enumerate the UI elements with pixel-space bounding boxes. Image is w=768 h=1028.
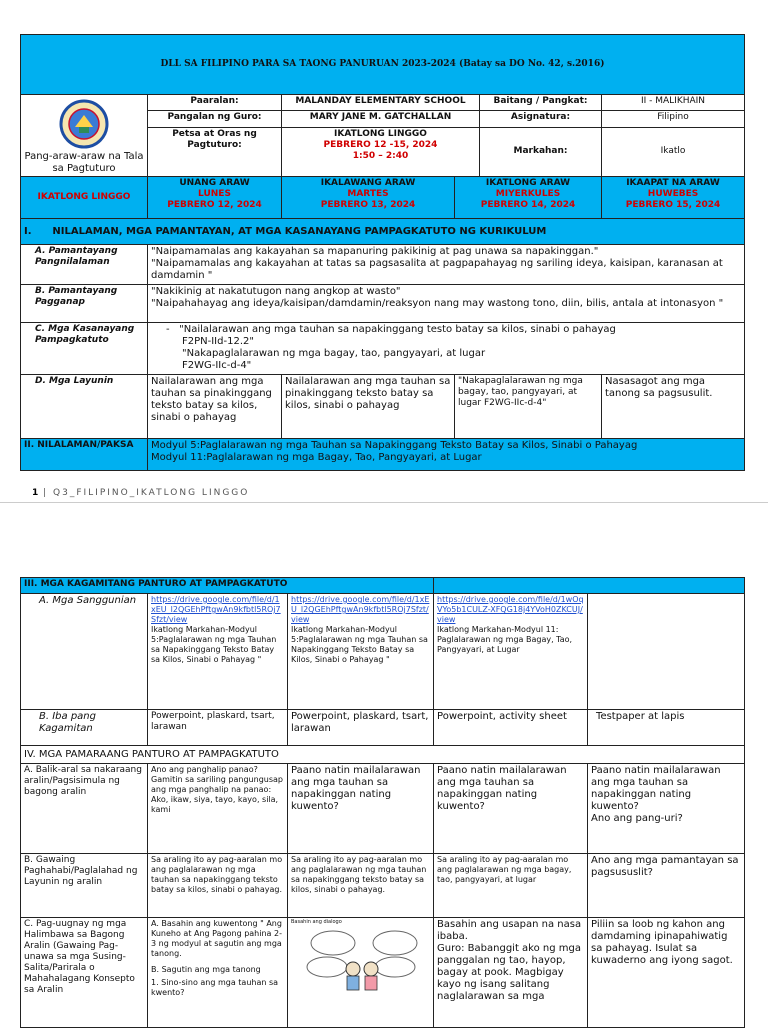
day-2-title: IKALAWANG ARAW bbox=[320, 178, 416, 188]
materials-day-1: Powerpoint, plaskard, tsart, larawan bbox=[148, 710, 288, 746]
purpose-day-2: Sa araling ito ay pag-aaralan mo ang paglalarawan ng mga tauhan sa napakinggang teksto batay sa kilos, sinabi o pahayag. bbox=[288, 854, 434, 918]
example-day-3-a: Basahin ang usapan na nasa ibaba. bbox=[437, 919, 582, 942]
section-2-content bbox=[148, 439, 745, 471]
section-1c-label: C. Mga Kasanayang Pampagkatuto bbox=[21, 323, 148, 375]
day-2-date: PEBRERO 13, 2024 bbox=[320, 200, 416, 210]
purpose-day-4: Ano ang mga pamantayan sa pagsususlit? bbox=[588, 854, 745, 918]
day-2-header bbox=[282, 177, 455, 219]
day-1-title: UNANG ARAW bbox=[179, 178, 250, 188]
section-1b-text-2: "Naipahahayag ang ideya/kaisipan/damdamin/reaksyon nang may wastong tono, diin, bilis, antala at intonasyon " bbox=[151, 298, 724, 309]
reference-link-3[interactable]: https://drive.google.com/file/d/1wOqVYo5b1CULZ-XFQG18j4YVoH0ZKCUJ/view bbox=[437, 595, 584, 624]
section-1b-text-1: "Nakikinig at nakatutugon nang angkop at wasto" bbox=[151, 286, 401, 297]
objective-day-3: "Nakapaglalarawan ng mga bagay, tao, pangyayari, at lugar F2WG-IIc-d-4" bbox=[455, 375, 602, 439]
page-footer: 1 | Q3_FILIPINO_IKATLONG LINGGO bbox=[32, 488, 250, 498]
footer-text: Q3_FILIPINO_IKATLONG LINGGO bbox=[53, 488, 250, 498]
objective-day-1: Nailalarawan ang mga tauhan sa pinakinggang teksto batay sa kilos, sinabi o pahayag bbox=[148, 375, 282, 439]
section-1-heading: I. NILALAMAN, MGA PAMANTAYAN, AT MGA KASANAYANG PAMPAGKATUTO NG KURIKULUM bbox=[21, 219, 745, 245]
reference-link-1[interactable]: https://drive.google.com/file/d/1xEU_l2QGEhPftgwAn9kfbtl5ROj7Sfzt/view bbox=[151, 595, 281, 624]
date-week: IKATLONG LINGGO bbox=[334, 128, 427, 139]
reference-text-3: Ikatlong Markahan-Modyul 11: Paglalarawan ng mga Bagay, Tao, Pangyayari, at Lugar bbox=[437, 625, 573, 654]
teacher-label: Pangalan ng Guro: bbox=[148, 111, 282, 127]
example-day-3 bbox=[434, 918, 588, 1028]
week-label: IKATLONG LINGGO bbox=[21, 177, 148, 219]
materials-day-2: Powerpoint, plaskard, tsart, larawan bbox=[288, 710, 434, 746]
subject-value: Filipino bbox=[602, 111, 745, 127]
section-1d-label: D. Mga Layunin bbox=[21, 375, 148, 439]
reference-text-1: Ikatlong Markahan-Modyul 5:Paglalarawan ng mga Tauhan sa Napakinggang Teksto Batay sa Kilos, Sinabi o Pahayag " bbox=[151, 625, 277, 664]
section-3-heading: III. MGA KAGAMITANG PANTURO AT PAMPAGKATUTO bbox=[21, 578, 434, 594]
section-1a-label: A. Pamantayang Pangnilalaman bbox=[21, 245, 148, 285]
school-seal-logo bbox=[53, 99, 115, 149]
day-1-header bbox=[148, 177, 282, 219]
example-day-1 bbox=[148, 918, 288, 1028]
section-1b-content bbox=[148, 285, 745, 323]
objective-day-2: Nailalarawan ang mga tauhan sa pinakinggang teksto batay sa kilos, sinabi o pahayag bbox=[282, 375, 455, 439]
section-3a-label: A. Mga Sanggunian bbox=[21, 594, 148, 710]
dll-header-table bbox=[20, 34, 745, 471]
dll-procedures-table bbox=[20, 577, 745, 1028]
example-day-1-a: A. Basahin ang kuwentong " Ang Kuneho at Ang Pagong pahina 2-3 ng modyul at sagutin ang mga tanong. bbox=[151, 919, 282, 958]
day-4-day: HUWEBES bbox=[647, 189, 699, 199]
section-1c-text-1-value: "Nailalarawan ang mga tauhan sa napakinggang testo batay sa kilos, sinabi o pahayag bbox=[179, 324, 616, 335]
review-day-2: Paano natin mailalarawan ang mga tauhan sa napakinggan nating kuwento? bbox=[288, 764, 434, 854]
section-1b-label: B. Pamantayang Pagganap bbox=[21, 285, 148, 323]
subject-label: Asignatura: bbox=[480, 111, 602, 127]
quarter-value: Ikatlo bbox=[602, 127, 745, 176]
left-caption: Pang-araw-araw na Tala sa Pagtuturo bbox=[24, 151, 144, 174]
day-3-day: MIYERKULES bbox=[495, 189, 561, 199]
example-day-4: Piliin sa loob ng kahon ang damdaming ipinapahiwatig sa pahayag. Isulat sa kuwaderno ang iyong sagot. bbox=[588, 918, 745, 1028]
grade-value: II - MALIKHAIN bbox=[602, 95, 745, 111]
review-day-1-text: Gamitin sa sariling pangungusap ang mga panghalip na panao: Ako, ikaw, siya, tayo, kayo, sila, kami bbox=[151, 775, 283, 814]
school-logo-cell bbox=[21, 95, 148, 177]
quarter-label: Markahan: bbox=[480, 127, 602, 176]
reference-day-3 bbox=[434, 594, 588, 710]
page-separator bbox=[0, 502, 768, 503]
date-value-cell bbox=[282, 127, 480, 176]
review-day-4 bbox=[588, 764, 745, 854]
school-value: MALANDAY ELEMENTARY SCHOOL bbox=[282, 95, 480, 111]
section-2-label: II. NILALAMAN/PAKSA bbox=[21, 439, 148, 471]
date-label: Petsa at Oras ng Pagtuturo: bbox=[148, 127, 282, 176]
day-4-header bbox=[602, 177, 745, 219]
day-4-title: IKAAPAT NA ARAW bbox=[626, 178, 720, 188]
review-day-4-text: Paano natin mailalarawan ang mga tauhan sa napakinggan nating kuwento? bbox=[591, 765, 721, 812]
section-1a-content bbox=[148, 245, 745, 285]
section-1a-text-2: "Naipamamalas ang kakayahan at tatas sa pagsasalita at pagpapahayag ng sariling ideya, kaisipan, karanasan at damdamin " bbox=[151, 258, 723, 281]
grade-label: Baitang / Pangkat: bbox=[480, 95, 602, 111]
section-1c-code-1: F2PN-IId-12.2" bbox=[182, 336, 254, 347]
review-day-1 bbox=[148, 764, 288, 854]
example-day-3-b: Guro: Babanggit ako ng mga panggalan ng tao, hayop, bagay at pook. Magbigay kayo ng isang salitang naglalarawan sa mga bbox=[437, 943, 581, 1002]
module-5-title: Modyul 5:Paglalarawan ng mga Tauhan sa Napakinggang Teksto Batay sa Kilos, Sinabi o Pahayag bbox=[151, 440, 638, 451]
section-4-heading: IV. MGA PAMARAANG PANTURO AT PAMPAGKATUTO bbox=[21, 746, 745, 764]
reference-day-2 bbox=[288, 594, 434, 710]
section-1c-code-2: F2WG-IIc-d-4" bbox=[182, 360, 252, 371]
day-1-day: LUNES bbox=[198, 189, 231, 199]
review-day-4-question: Ano ang pang-uri? bbox=[591, 813, 683, 824]
module-11-title: Modyul 11:Paglalarawan ng mga Bagay, Tao, Pangyayari, at Lugar bbox=[151, 452, 482, 463]
section-1c-content bbox=[148, 323, 745, 375]
section-1c-text-1: - "Nailalarawan ang mga tauhan sa napakinggang testo batay sa kilos, sinabi o pahayag bbox=[166, 324, 616, 335]
review-day-3: Paano natin mailalarawan ang mga tauhan sa napakinggan nating kuwento? bbox=[434, 764, 588, 854]
section-3b-label: B. Iba pang Kagamitan bbox=[21, 710, 148, 746]
teacher-value: MARY JANE M. GATCHALLAN bbox=[282, 111, 480, 127]
date-time: 1:50 – 2:40 bbox=[352, 150, 409, 161]
day-2-day: MARTES bbox=[347, 189, 389, 199]
document-title: DLL SA FILIPINO PARA SA TAONG PANURUAN 2023-2024 (Batay sa DO No. 42, s.2016) bbox=[21, 35, 745, 95]
example-day-1-b: B. Sagutin ang mga tanong bbox=[151, 965, 261, 974]
dialogue-illustration bbox=[291, 927, 431, 993]
footer-page-number: 1 bbox=[32, 488, 39, 498]
date-range: PEBRERO 12 -15, 2024 bbox=[323, 139, 438, 150]
review-day-1-question: Ano ang panghalip panao? bbox=[151, 765, 258, 774]
materials-day-4: Testpaper at lapis bbox=[588, 710, 745, 746]
reference-text-2: Ikatlong Markahan-Modyul 5:Paglalarawan ng mga Tauhan sa Napakinggang Teksto Batay sa Kilos, Sinabi o Pahayag " bbox=[291, 625, 428, 664]
section-3-heading-blank bbox=[434, 578, 745, 594]
objective-day-4: Nasasagot ang mga tanong sa pagsusulit. bbox=[602, 375, 745, 439]
example-day-2 bbox=[288, 918, 434, 1028]
day-4-date: PEBRERO 15, 2024 bbox=[625, 200, 721, 210]
example-day-2-caption: Basahin ang dialogo bbox=[291, 919, 342, 925]
day-3-header bbox=[455, 177, 602, 219]
school-label: Paaralan: bbox=[148, 95, 282, 111]
reference-day-1 bbox=[148, 594, 288, 710]
purpose-day-1: Sa araling ito ay pag-aaralan mo ang paglalarawan ng mga tauhan sa napakinggang teksto batay sa kilos, sinabi o pahayag. bbox=[148, 854, 288, 918]
section-4c-label: C. Pag-uugnay ng mga Halimbawa sa Bagong Aralin (Gawaing Pag-unawa sa mga Susing-Salita/Parirala o Mahahalagang Konsepto sa Aralin bbox=[21, 918, 148, 1028]
reference-link-2[interactable]: https://drive.google.com/file/d/1xEU_l2QGEhPftgwAn9kfbtl5ROj7Sfzt/view bbox=[291, 595, 430, 624]
section-1a-text-1: "Naipamamalas ang kakayahan sa mapanuring pakikinig at pag unawa sa napakinggan." bbox=[151, 246, 599, 257]
example-day-1-c: 1. Sino-sino ang mga tauhan sa kwento? bbox=[151, 978, 279, 997]
section-1c-text-2: "Nakapaglalarawan ng mga bagay, tao, pangyayari, at lugar bbox=[182, 348, 486, 359]
day-3-title: IKATLONG ARAW bbox=[485, 178, 571, 188]
purpose-day-3: Sa araling ito ay pag-aaralan mo ang paglalarawan ng mga bagay, tao, pangyayari, at lugar bbox=[434, 854, 588, 918]
day-1-date: PEBRERO 12, 2024 bbox=[167, 200, 262, 210]
section-4a-label: A. Balik-aral sa nakaraang aralin/Pagsisimula ng bagong aralin bbox=[21, 764, 148, 854]
reference-day-4 bbox=[588, 594, 745, 710]
materials-day-3: Powerpoint, activity sheet bbox=[434, 710, 588, 746]
section-4b-label: B. Gawaing Paghahabi/Paglalahad ng Layunin ng aralin bbox=[21, 854, 148, 918]
day-3-date: PEBRERO 14, 2024 bbox=[480, 200, 576, 210]
